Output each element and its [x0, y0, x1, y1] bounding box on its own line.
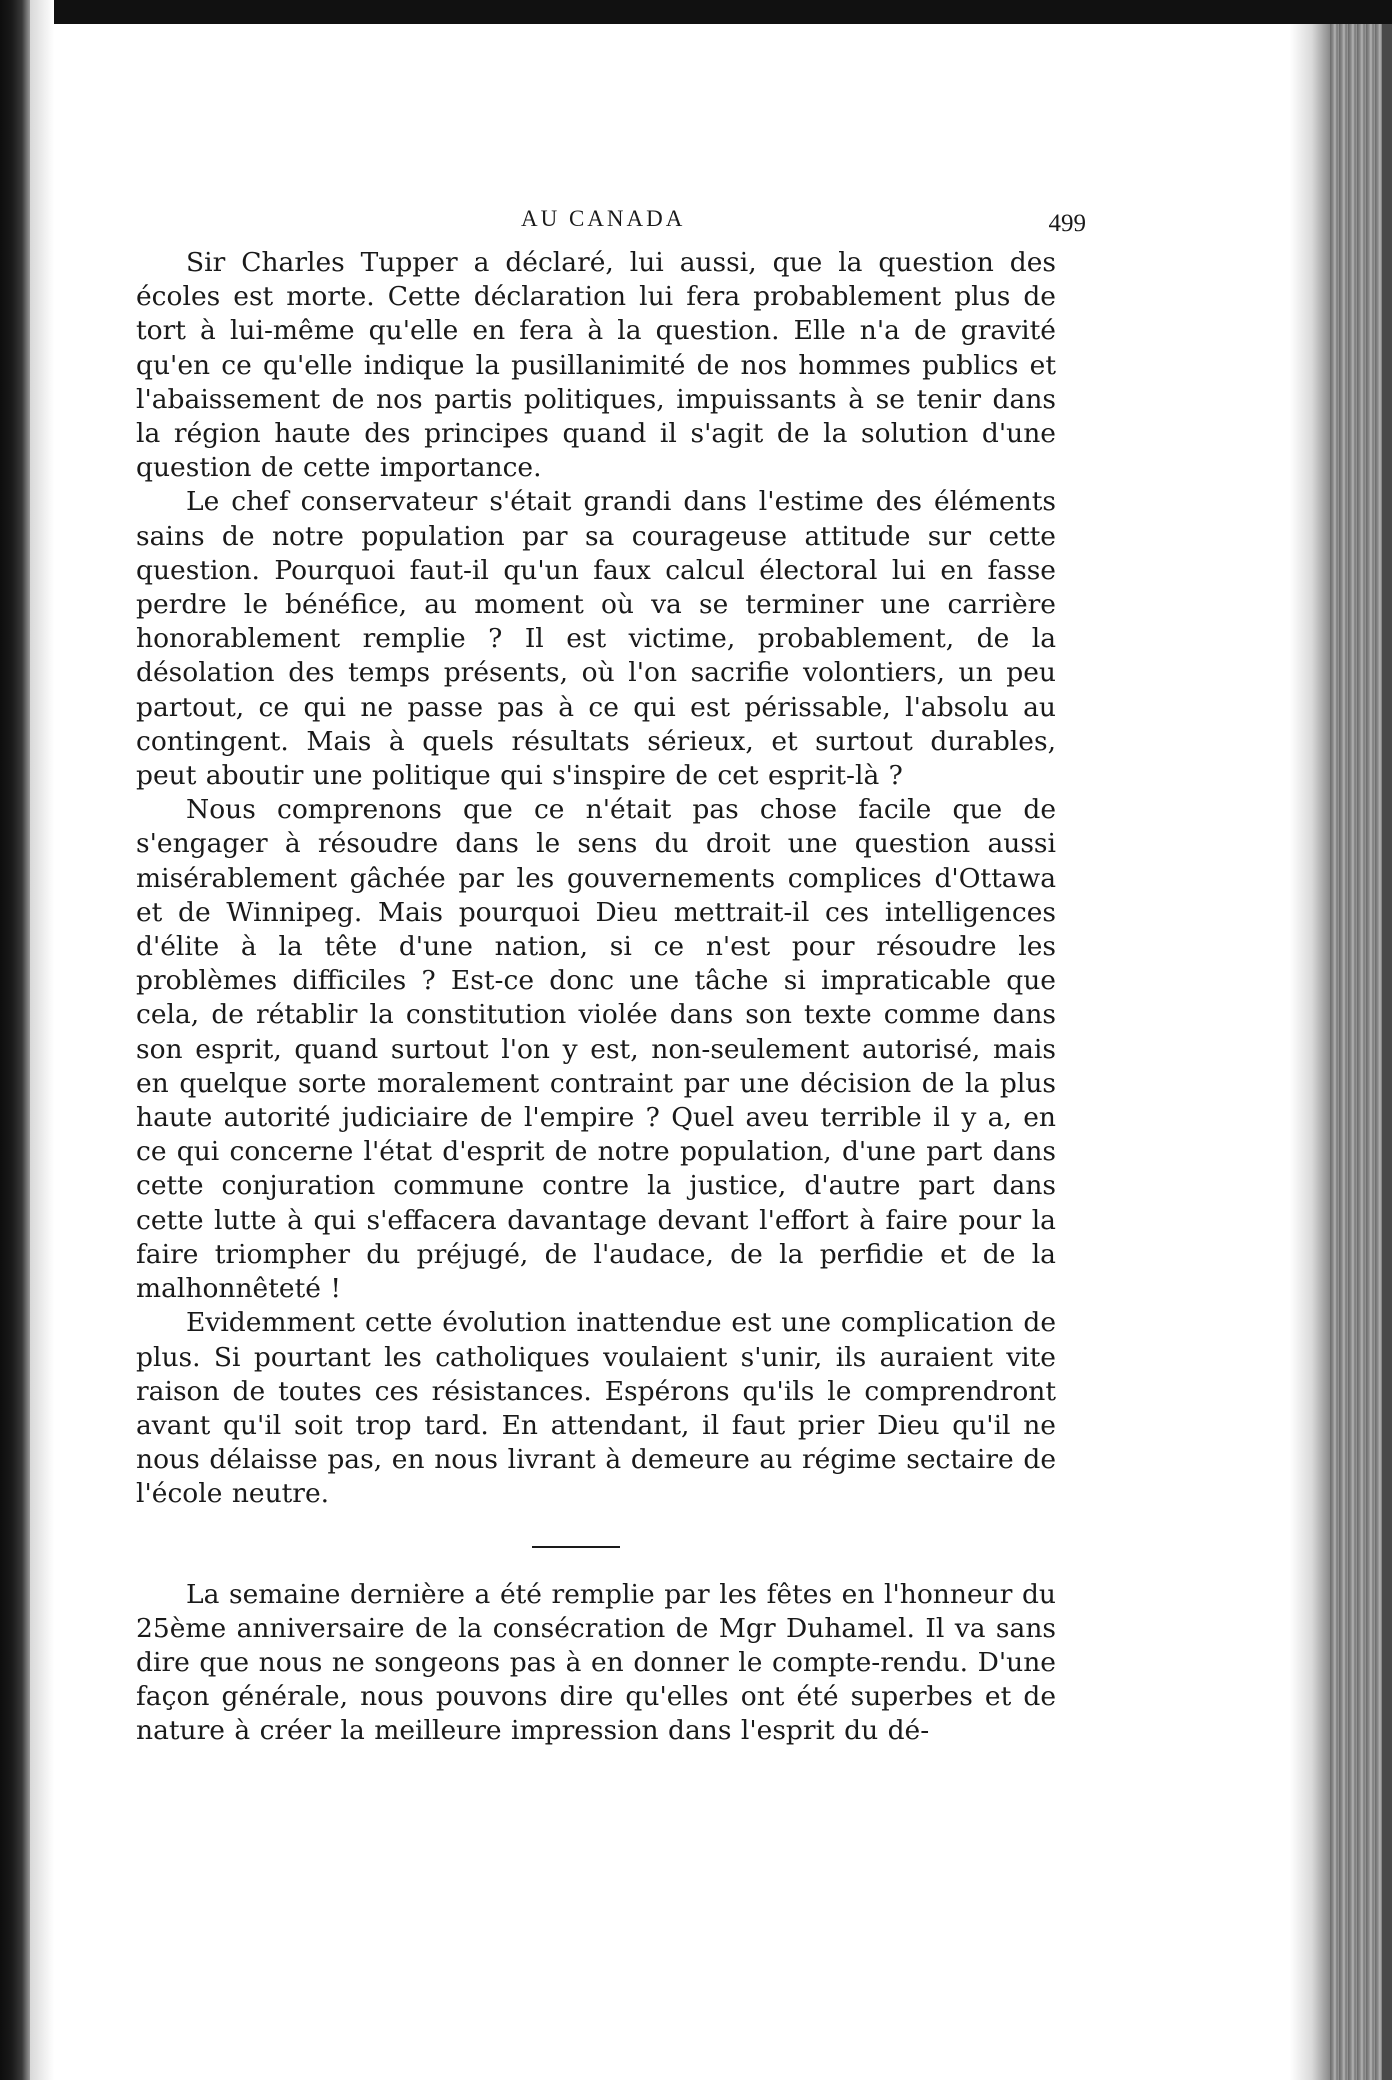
- section-separator: [532, 1546, 620, 1548]
- running-head: [136, 196, 1086, 246]
- book-spine-shadow: [0, 0, 30, 2080]
- paragraph: Le chef conservateur s'était grandi dans l'estime des éléments sains de notre population par sa courageuse attitude sur cette question. Pourquoi faut-il qu'un faux calcul électoral lui en fasse perdre le bénéfice, au moment où va se terminer une carrière honorablement remplie ? Il est victime, probablement, de la désolation des temps présents, où l'on sacrifie volontiers, un peu partout, ce qui ne passe pas à ce qui est périssable, l'absolu au contingent. Mais à quels résultats sérieux, et surtout durables, peut aboutir une politique qui s'inspire de cet esprit-là ?: [136, 486, 1056, 792]
- paragraph: Evidemment cette évolution inattendue est une complication de plus. Si pourtant les catholiques voulaient s'unir, ils auraient vite raison de toutes ces résistances. Espérons qu'ils le comprendront avant qu'il soit trop tard. En attendant, il faut prier Dieu qu'il ne nous délaisse pas, en nous livrant à demeure au régime sectaire de l'école neutre.: [136, 1307, 1056, 1510]
- spine-fade: [30, 0, 54, 2080]
- page-number: 499: [1048, 210, 1086, 237]
- scan-top-border: [0, 0, 1392, 24]
- paragraph: La semaine dernière a été remplie par les fêtes en l'honneur du 25ème anniversaire de la consécration de Mgr Duhamel. Il va sans dire que nous ne songeons pas à en donner le compte-rendu. D'une façon générale, nous pouvons dire qu'elles ont été superbes et de nature à créer la meilleure impression dans l'esprit du dé-: [136, 1578, 1056, 1747]
- page-content: [136, 196, 1086, 1749]
- paragraph: Sir Charles Tupper a déclaré, lui aussi, que la question des écoles est morte. Cette déclaration lui fera probablement plus de tort à lui-même qu'elle en fera à la question. Elle n'a de gravité qu'en ce qu'elle indique la pusillanimité de nos hommes publics et l'abaissement de nos partis politiques, impuissants à se tenir dans la région haute des principes quand il s'agit de la solution d'une question de cette importance.: [136, 247, 1056, 484]
- page-edge-shadow: [1290, 24, 1330, 2080]
- paragraph: Nous comprenons que ce n'était pas chose facile que de s'engager à résoudre dans le sens du droit une question aussi misérablement gâchée par les gouvernements complices d'Ottawa et de Winnipeg. Mais pourquoi Dieu mettrait-il ces intelligences d'élite à la tête d'une nation, si ce n'est pour résoudre les problèmes difficiles ? Est-ce donc une tâche si impraticable que cela, de rétablir la constitution violée dans son texte comme dans son esprit, quand surtout l'on y est, non-seulement autorisé, mais en quelque sorte moralement contraint par une décision de la plus haute autorité judiciaire de l'empire ? Quel aveu terrible il y a, en ce qui concerne l'état d'esprit de notre population, d'une part dans cette conjuration commune contre la justice, d'autre part dans cette lutte à qui s'effacera davantage devant l'effort à faire pour la faire triompher du préjugé, de l'audace, de la perfidie et de la malhonnêteté !: [136, 794, 1056, 1305]
- running-title: AU CANADA: [521, 206, 686, 231]
- page-edge-dark: [1382, 24, 1392, 2080]
